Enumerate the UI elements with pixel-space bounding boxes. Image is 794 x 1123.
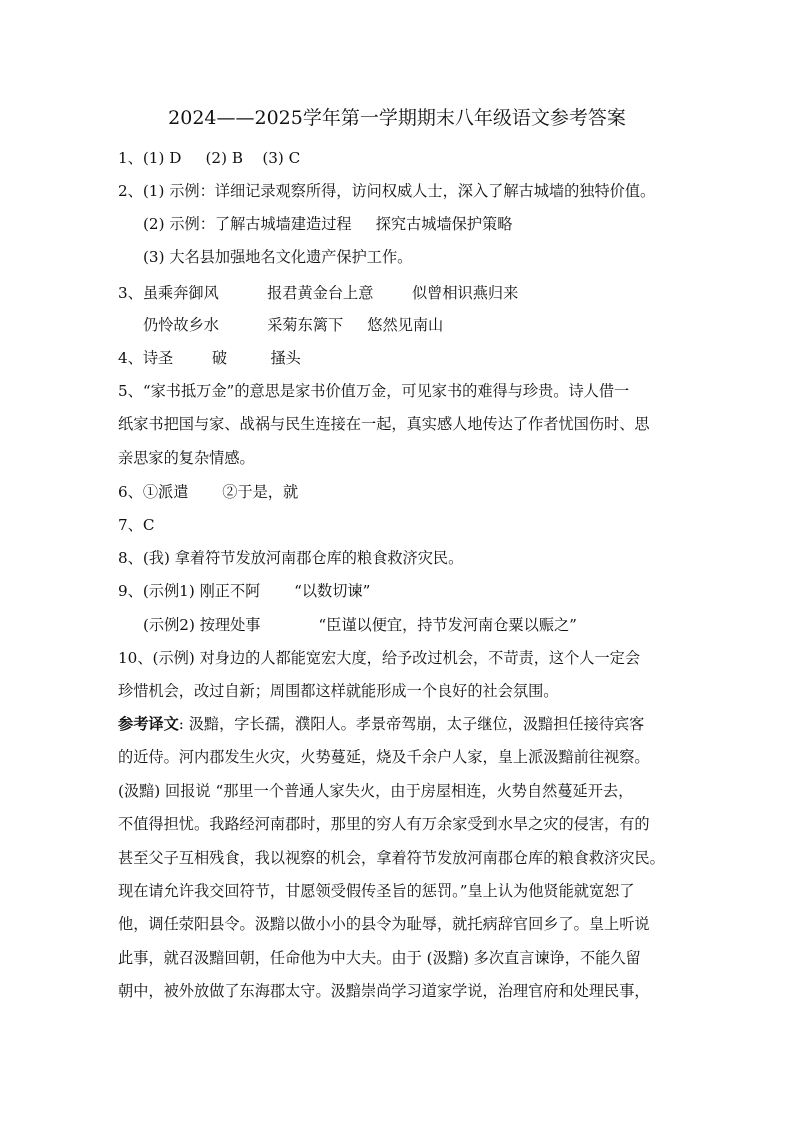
translation-line-4: 不值得担忧。我路经河南郡时，那里的穷人有万余家受到水旱之灾的侵害，有的 bbox=[118, 815, 650, 833]
translation-line-2: 的近侍。河内郡发生火灾，火势蔓延，烧及千余户人家，皇上派汲黯前往视察。 bbox=[118, 748, 650, 766]
translation-line-6: 现在请允许我交回符节，甘愿领受假传圣旨的惩罚。”皇上认为他贤能就宽恕了 bbox=[118, 882, 635, 900]
answer-5-1: 5、“家书抵万金”的意思是家书价值万金，可见家书的难得与珍贵。诗人借一 bbox=[118, 382, 630, 400]
answer-10-2: 珍惜机会，改过自新；周围都这样就能形成一个良好的社会氛围。 bbox=[118, 682, 559, 700]
answer-4: 4、诗圣 破 搔头 bbox=[118, 349, 301, 367]
answer-1: 1、(1) D (2) B (3) C bbox=[118, 149, 301, 167]
answer-10-1: 10、(示例) 对身边的人都能宽宏大度，给予改过机会，不苛责，这个人一定会 bbox=[118, 649, 641, 667]
answer-5-3: 亲思家的复杂情感。 bbox=[118, 449, 255, 467]
translation-line-8: 此事，就召汲黯回朝，任命他为中大夫。由于 (汲黯) 多次直言谏诤，不能久留 bbox=[118, 949, 641, 967]
answer-9-2: (示例2) 按理处事 “臣谨以便宜，持节发河南仓粟以赈之” bbox=[143, 616, 577, 634]
answer-6: 6、①派遣 ②于是，就 bbox=[118, 483, 299, 501]
answer-2-2: (2) 示例：了解古城墙建造过程 探究古城墙保护策略 bbox=[143, 215, 513, 233]
translation-line-5: 甚至父子互相残食，我以视察的机会，拿着符节发放河南郡仓库的粮食救济灾民。 bbox=[118, 849, 665, 867]
translation-line-1 bbox=[118, 711, 644, 737]
page-title: 2024——2025学年第一学期期末八年级语文参考答案 bbox=[168, 107, 626, 129]
translation-label: 参考译文 bbox=[118, 715, 179, 733]
answer-8: 8、(我) 拿着符节发放河南郡仓库的粮食救济灾民。 bbox=[118, 549, 464, 567]
answer-2-3: (3) 大名县加强地名文化遗产保护工作。 bbox=[143, 248, 413, 266]
translation-line-9: 朝中，被外放做了东海郡太守。汲黯崇尚学习道家学说，治理官府和处理民事， bbox=[118, 982, 650, 1000]
answer-2-1: 2、(1) 示例：详细记录观察所得，访问权威人士，深入了解古城墙的独特价值。 bbox=[118, 182, 656, 200]
translation-text-1: : 汲黯，字长孺，濮阳人。孝景帝驾崩，太子继位，汲黯担任接待宾客 bbox=[178, 715, 645, 733]
answer-3-2: 仍怜故乡水 采菊东篱下 悠然见南山 bbox=[143, 316, 444, 334]
translation-line-7: 他，调任荥阳县令。汲黯以做小小的县令为耻辱，就托病辞官回乡了。皇上听说 bbox=[118, 915, 650, 933]
answer-5-2: 纸家书把国与家、战祸与民生连接在一起，真实感人地传达了作者忧国伤时、思 bbox=[118, 415, 650, 433]
answer-9-1: 9、(示例1) 刚正不阿 “以数切谏” bbox=[118, 582, 371, 600]
answer-7: 7、C bbox=[118, 516, 155, 534]
translation-line-3: (汲黯) 回报说 “那里一个普通人家失火，由于房屋相连，火势自然蔓延开去， bbox=[118, 782, 634, 800]
answer-3-1: 3、虽乘奔御风 报君黄金台上意 似曾相识燕归来 bbox=[118, 284, 519, 302]
